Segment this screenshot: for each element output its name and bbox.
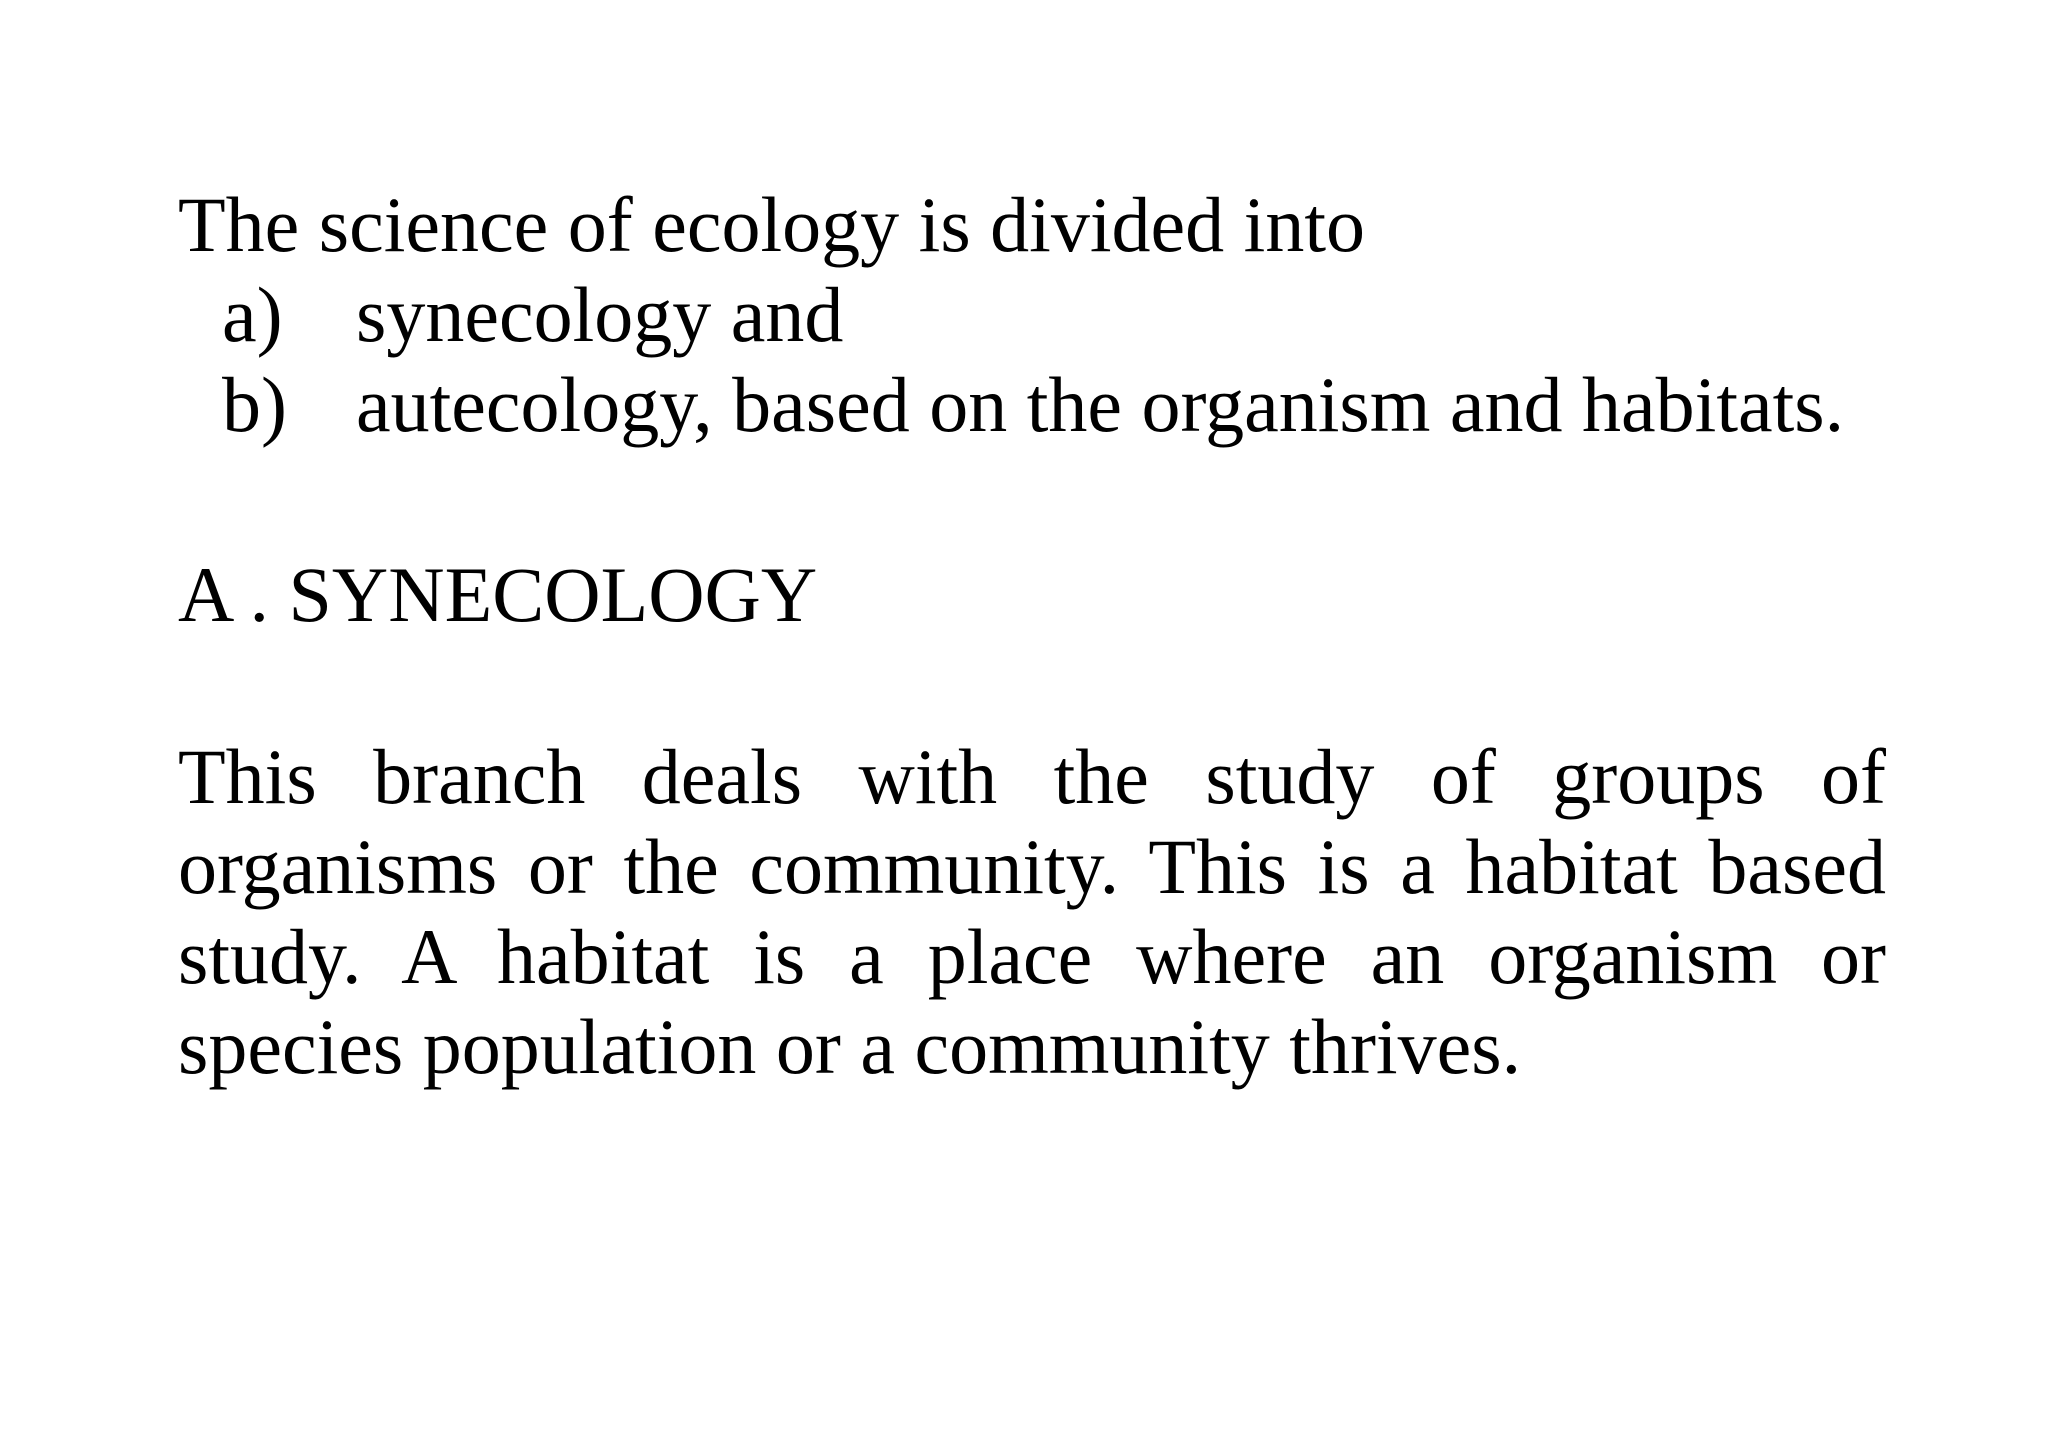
list-marker: b) xyxy=(222,361,287,448)
body-paragraph: This branch deals with the study of groups of organisms or the community. This is a habitat based study. A habitat is a place where an organism or species population or a community thrives. xyxy=(178,733,1886,1090)
section-heading: A . SYNECOLOGY xyxy=(178,551,818,638)
list-marker: a) xyxy=(222,271,283,358)
division-list xyxy=(178,270,1886,450)
list-item xyxy=(178,270,1886,360)
document-body xyxy=(178,180,1886,1170)
list-item-text: autecology, based on the organism and habitats. xyxy=(356,361,1845,448)
intro-text: The science of ecology is divided into xyxy=(178,181,1365,268)
list-item-text: synecology and xyxy=(356,271,844,358)
list-item xyxy=(178,360,1886,450)
